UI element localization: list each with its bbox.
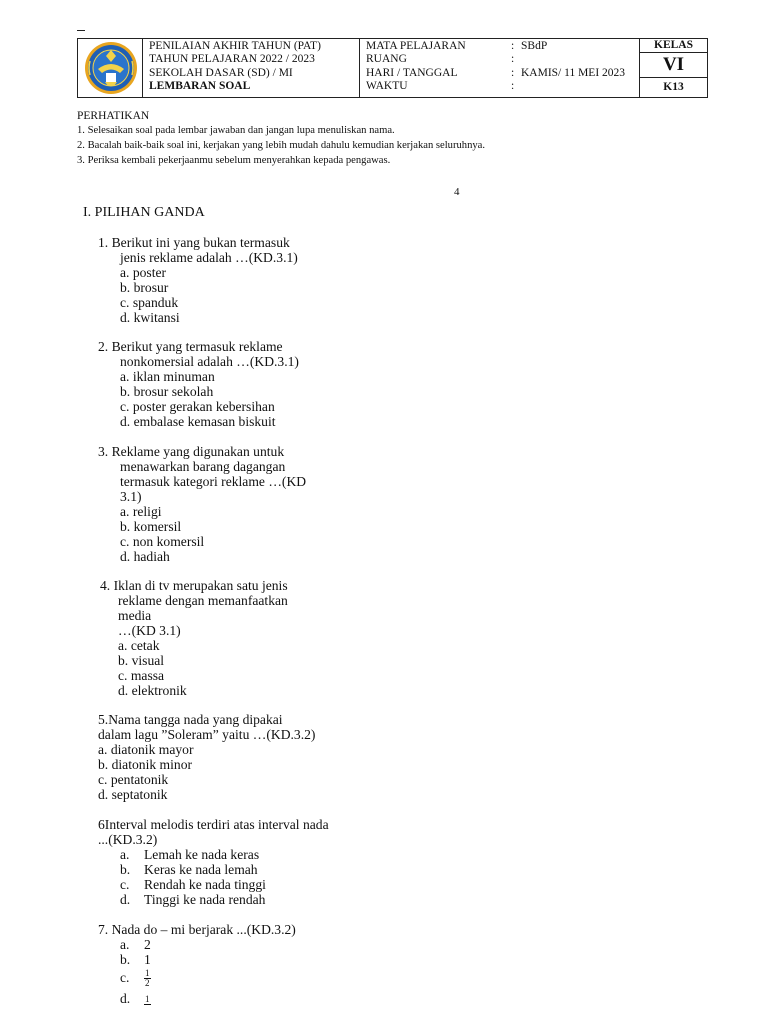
notice-list <box>77 123 485 168</box>
question-text: 4. Iklan di tv merupakan satu jenis <box>100 578 288 593</box>
option-c: c. $\frac{1}{2}$ <box>120 968 150 989</box>
question-text: media <box>118 608 152 623</box>
question-6 <box>98 817 329 907</box>
option-a: a. religi <box>120 504 162 519</box>
question-2 <box>98 339 299 429</box>
option-b: b. Keras ke nada lemah <box>120 862 258 877</box>
question-text: 7. Nada do – mi berjarak ...(KD.3.2) <box>98 922 296 937</box>
time-colon: : <box>511 79 515 92</box>
option-b: b. komersil <box>120 519 182 534</box>
corner-mark <box>77 30 85 31</box>
question-7 <box>98 922 296 1005</box>
option-b: b. visual <box>118 653 165 668</box>
section-title: I. PILIHAN GANDA <box>83 205 205 220</box>
question-text: 6Interval melodis terdiri atas interval nada <box>98 817 329 832</box>
question-text: jenis reklame adalah …(KD.3.1) <box>120 250 298 265</box>
option-c: c. spanduk <box>120 295 179 310</box>
question-5 <box>98 712 315 802</box>
page-number: 4 <box>454 186 460 198</box>
option-b: b. 1 <box>120 952 151 967</box>
option-d: d. Tinggi ke nada rendah <box>120 892 266 907</box>
option-d: d. hadiah <box>120 549 170 564</box>
question-text: 3.1) <box>120 489 142 504</box>
option-d: d. elektronik <box>118 683 187 698</box>
time-label: WAKTU <box>366 79 408 92</box>
question-text: nonkomersial adalah …(KD.3.1) <box>120 354 299 369</box>
option-d: d. septatonik <box>98 787 168 802</box>
fraction-partial: 1 <box>145 993 150 1004</box>
time-value <box>521 80 625 93</box>
subject-label: MATA PELAJARAN <box>366 40 466 52</box>
option-a: a. cetak <box>118 638 160 653</box>
option-c: c. non komersil <box>120 534 205 549</box>
question-text: reklame dengan memanfaatkan <box>118 593 288 608</box>
option-c: c. Rendah ke nada tinggi <box>120 877 266 892</box>
option-d: d. 1 <box>120 991 150 1006</box>
option-a: a. Lemah ke nada keras <box>120 847 260 862</box>
option-d: d. kwitansi <box>120 310 180 325</box>
class-cell <box>640 39 707 97</box>
subject-value: SBdP <box>521 40 548 52</box>
option-b: b. brosur <box>120 280 169 295</box>
option-c: c. poster gerakan kebersihan <box>120 399 275 414</box>
question-text: 5.Nama tangga nada yang dipakai <box>98 712 283 727</box>
question-text: menawarkan barang dagangan <box>120 459 286 474</box>
option-b: b. diatonik minor <box>98 757 193 772</box>
exam-header-table <box>77 38 708 98</box>
option-c: c. pentatonik <box>98 772 169 787</box>
date-value: KAMIS/ 11 MEI 2023 <box>521 66 626 79</box>
question-1 <box>98 235 298 325</box>
notice-title: PERHATIKAN <box>77 110 150 122</box>
question-4 <box>100 578 288 698</box>
notice-item: 2. Bacalah baik-baik soal ini, kerjakan yang lebih mudah dahulu kemudian kerjakan seluruhnya. <box>77 140 486 151</box>
logo-cell <box>78 39 143 97</box>
question-text: 2. Berikut yang termasuk reklame <box>98 339 283 354</box>
question-text: ...(KD.3.2) <box>98 832 158 847</box>
date-colon: : <box>511 66 515 79</box>
notice-item: 3. Periksa kembali pekerjaanmu sebelum menyerahkan kepada pengawas. <box>77 155 391 166</box>
exam-title-line: PENILAIAN AKHIR TAHUN (PAT) <box>149 40 321 52</box>
fraction-half: $\frac{1}{2}$ <box>145 968 150 989</box>
class-label: KELAS <box>640 39 707 53</box>
sheet-type-line: LEMBARAN SOAL <box>149 79 251 92</box>
exam-title-cell <box>143 39 360 97</box>
option-a: a. 2 <box>120 937 151 952</box>
option-a: a. poster <box>120 265 167 280</box>
option-a: a. diatonik mayor <box>98 742 194 757</box>
class-value: VI <box>640 53 707 78</box>
date-label: HARI / TANGGAL <box>366 66 458 79</box>
question-text: 3. Reklame yang digunakan untuk <box>98 444 285 459</box>
room-value <box>521 53 625 66</box>
question-3 <box>98 444 306 564</box>
question-text: …(KD 3.1) <box>118 623 181 638</box>
option-a: a. iklan minuman <box>120 369 215 384</box>
question-text: 1. Berikut ini yang bukan termasuk <box>98 235 290 250</box>
academic-year-line: TAHUN PELAJARAN 2022 / 2023 <box>149 53 315 66</box>
exam-info-cell <box>360 39 640 97</box>
room-label: RUANG <box>366 53 407 66</box>
school-level-line: SEKOLAH DASAR (SD) / MI <box>149 66 293 79</box>
tut-wuri-handayani-logo <box>78 39 142 97</box>
subject-colon: : <box>511 40 515 52</box>
question-text: dalam lagu ”Soleram” yaitu …(KD.3.2) <box>98 727 316 742</box>
room-colon: : <box>511 53 515 66</box>
option-c: c. massa <box>118 668 165 683</box>
curriculum-value: K13 <box>663 81 684 93</box>
notice-item: 1. Selesaikan soal pada lembar jawaban dan jangan lupa menuliskan nama. <box>77 125 395 136</box>
option-b: b. brosur sekolah <box>120 384 214 399</box>
question-text: termasuk kategori reklame …(KD <box>120 474 307 489</box>
option-d: d. embalase kemasan biskuit <box>120 414 276 429</box>
